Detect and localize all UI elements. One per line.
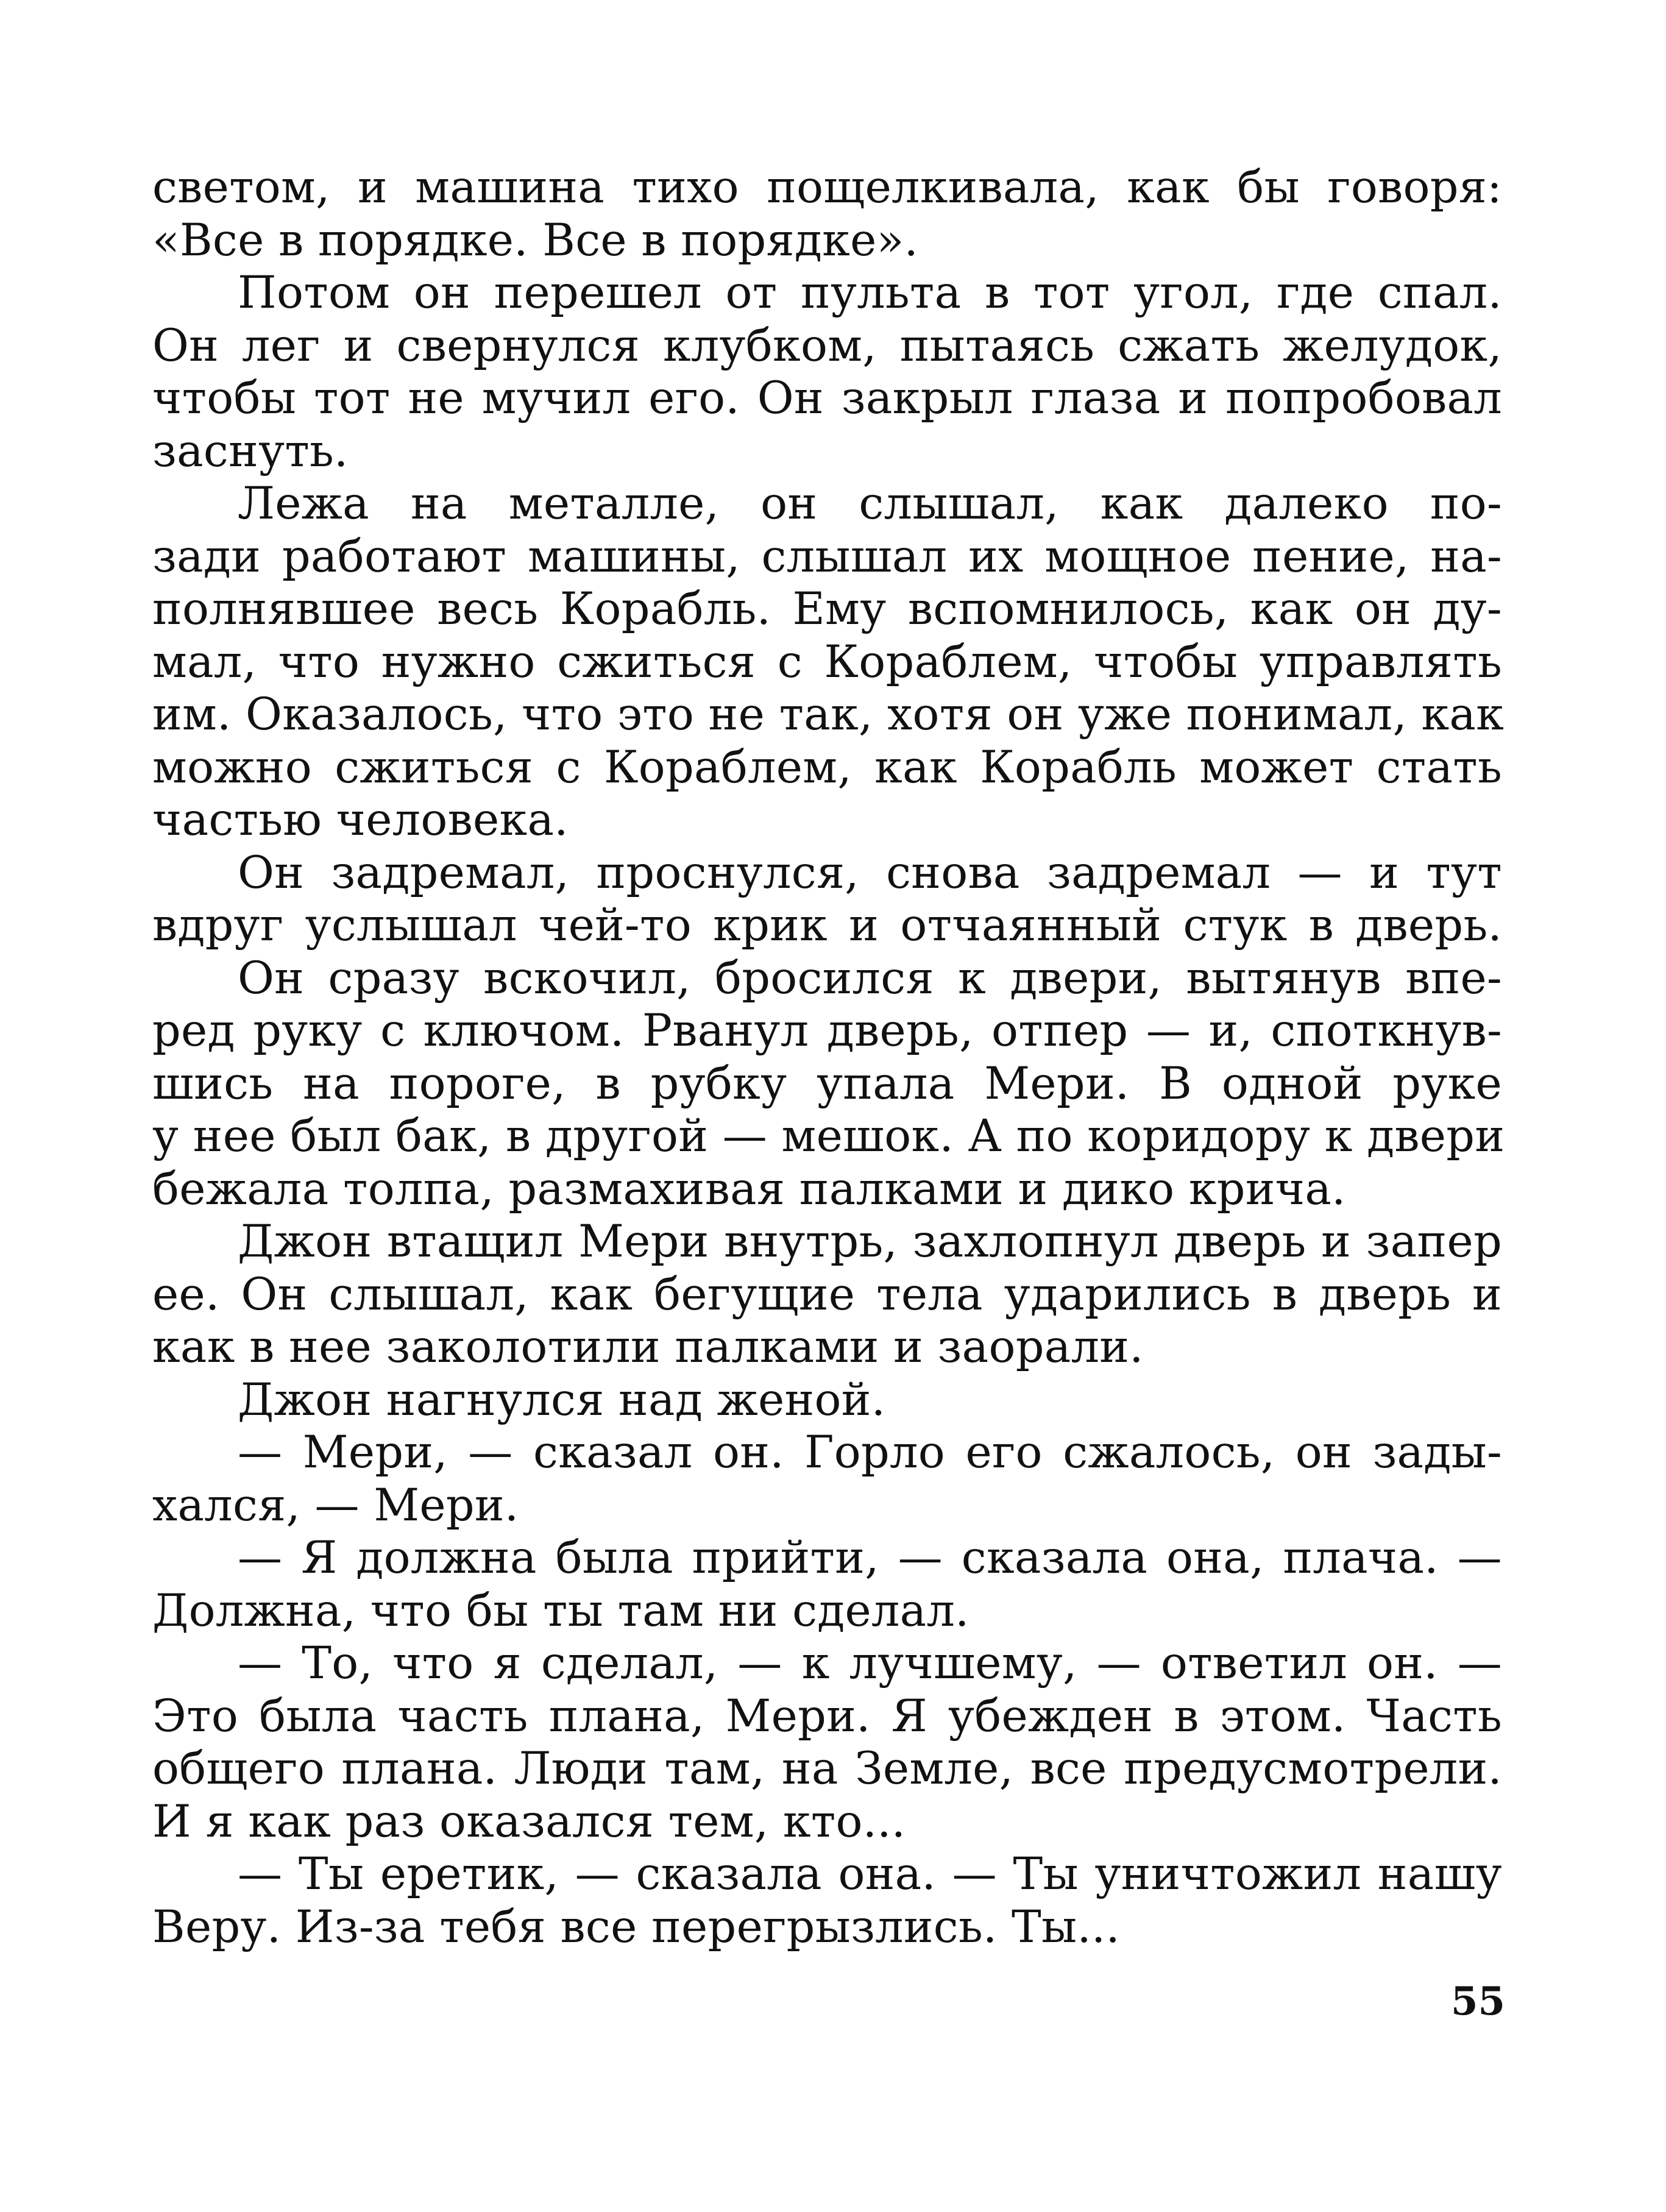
text-line: вдруг услышал чей-то крик и отчаянный стук в дверь. <box>152 899 1502 951</box>
text-line: Веру. Из-за тебя все перегрызлись. Ты... <box>152 1901 1120 1953</box>
text-line: Джон нагнулся над женой. <box>238 1374 886 1426</box>
text-line: частью человека. <box>152 794 569 846</box>
text-line: полнявшее весь Корабль. Ему вспомнилось, как он ду- <box>152 583 1502 635</box>
text-line: им. Оказалось, что это не так, хотя он уже понимал, как <box>152 689 1505 740</box>
text-line: чтобы тот не мучил его. Он закрыл глаза и попробовал <box>152 372 1502 424</box>
text-line: Он сразу вскочил, бросился к двери, вытянув впе- <box>238 952 1502 1004</box>
page-number: 55 <box>1450 1979 1505 2024</box>
text-line: Это была часть плана, Мери. Я убежден в этом. Часть <box>152 1690 1502 1742</box>
text-line: общего плана. Люди там, на Земле, все предусмотрели. <box>152 1743 1502 1795</box>
text-line: Потом он перешел от пульта в тот угол, где спал. <box>238 267 1502 319</box>
text-line: Он задремал, проснулся, снова задремал — и тут <box>238 846 1502 899</box>
text-line: И я как раз оказался тем, кто... <box>152 1795 906 1848</box>
text-line: ред руку с ключом. Рванул дверь, отпер — и, споткнув- <box>152 1005 1502 1057</box>
text-line: Он лег и свернулся клубком, пытаясь сжать желудок, <box>152 319 1502 372</box>
text-line: как в нее заколотили палками и заорали. <box>152 1321 1144 1373</box>
text-line: — Мери, — сказал он. Горло его сжалось, он зады- <box>238 1427 1502 1478</box>
text-line: — То, что я сделал, — к лучшему, — ответил он. — <box>238 1637 1502 1689</box>
text-line: можно сжиться с Кораблем, как Корабль может стать <box>152 741 1502 793</box>
text-line: — Я должна была прийти, — сказала она, плача. — <box>238 1532 1502 1584</box>
text-line: «Все в порядке. Все в порядке». <box>152 214 919 266</box>
text-line: шись на пороге, в рубку упала Мери. В одной руке <box>152 1057 1502 1110</box>
body-text <box>152 161 1505 1954</box>
text-line: заснуть. <box>152 425 349 477</box>
text-line: зади работают машины, слышал их мощное пение, на- <box>152 530 1502 583</box>
text-line: — Ты еретик, — сказала она. — Ты уничтожил нашу <box>238 1848 1502 1900</box>
text-line: бежала толпа, размахивая палками и дико крича. <box>152 1163 1346 1215</box>
text-line: хался, — Мери. <box>152 1479 519 1531</box>
text-line: Джон втащил Мери внутрь, захлопнул дверь и запер <box>238 1216 1502 1267</box>
text-line: ее. Он слышал, как бегущие тела ударились в дверь и <box>152 1268 1502 1320</box>
text-line: Должна, что бы ты там ни сделал. <box>152 1584 969 1637</box>
text-line: Лежа на металле, он слышал, как далеко по- <box>238 478 1502 530</box>
text-line: мал, что нужно сжиться с Кораблем, чтобы управлять <box>152 636 1502 688</box>
text-line: у нее был бак, в другой — мешок. А по коридору к двери <box>152 1110 1505 1162</box>
text-line: светом, и машина тихо пощелкивала, как бы говоря: <box>152 161 1502 213</box>
